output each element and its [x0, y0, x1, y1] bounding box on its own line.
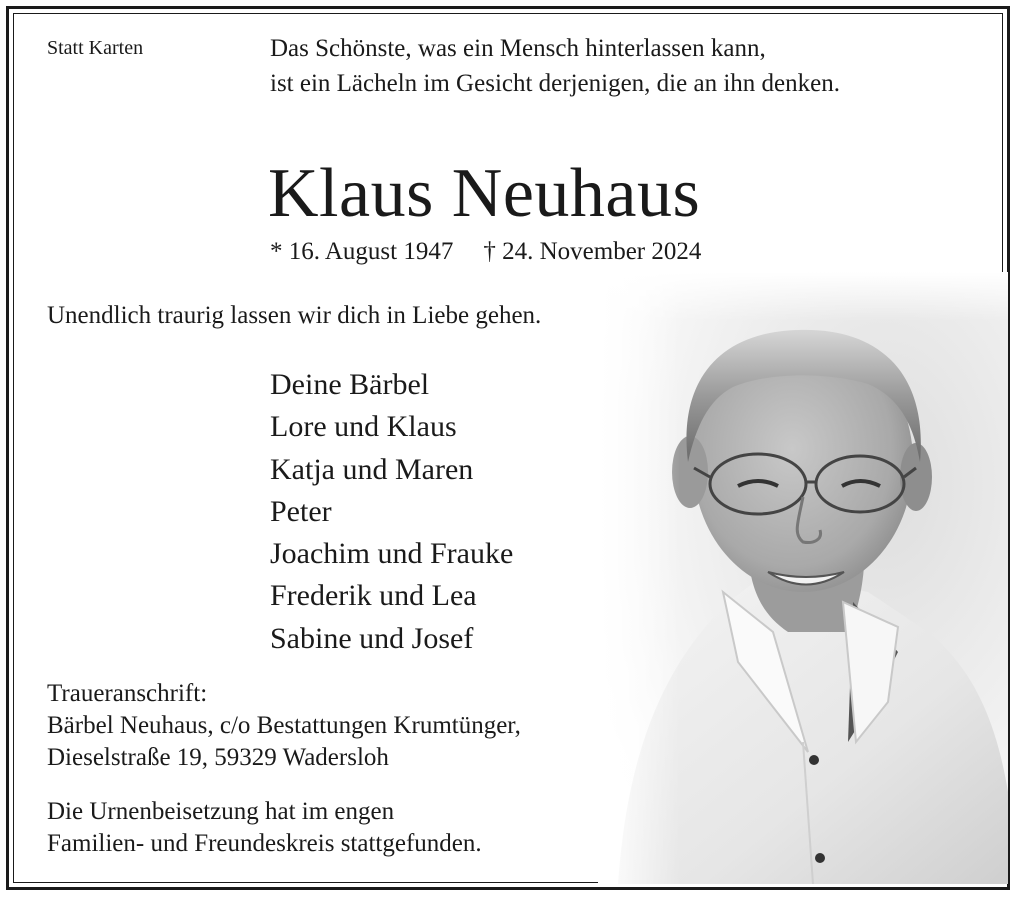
- quote-line-2: ist ein Lächeln im Gesicht derjenigen, die an ihn denken.: [270, 70, 840, 97]
- death-date: † 24. November 2024: [483, 238, 702, 265]
- quote-line-1: Das Schönste, was ein Mensch hinterlassen kann,: [270, 35, 766, 62]
- family-list: [270, 364, 513, 660]
- family-member: Lore und Klaus: [270, 410, 457, 444]
- birth-date: * 16. August 1947: [270, 238, 454, 265]
- address-label: Traueranschrift:: [47, 680, 208, 707]
- burial-line-2: Familien- und Freundeskreis stattgefunden.: [47, 830, 482, 857]
- life-dates: [270, 236, 701, 268]
- family-member: Deine Bärbel: [270, 368, 430, 401]
- portrait-photo: [598, 272, 1008, 884]
- deceased-name: Klaus Neuhaus: [268, 155, 701, 232]
- statt-karten-label: Statt Karten: [47, 37, 144, 59]
- mourning-line: Unendlich traurig lassen wir dich in Liebe gehen.: [47, 302, 542, 329]
- family-member: Joachim und Frauke: [270, 537, 514, 571]
- mourning-address: [47, 678, 521, 774]
- family-member: Peter: [270, 494, 332, 528]
- family-member: Katja und Maren: [270, 452, 474, 486]
- burial-line-1: Die Urnenbeisetzung hat im engen: [47, 798, 395, 825]
- memorial-quote: [270, 31, 840, 101]
- address-line-2: Dieselstraße 19, 59329 Wadersloh: [47, 744, 389, 771]
- family-member: Sabine und Josef: [270, 621, 474, 655]
- family-member: Frederik und Lea: [270, 579, 477, 613]
- burial-note: [47, 796, 482, 860]
- address-line-1: Bärbel Neuhaus, c/o Bestattungen Krumtünger,: [47, 712, 521, 739]
